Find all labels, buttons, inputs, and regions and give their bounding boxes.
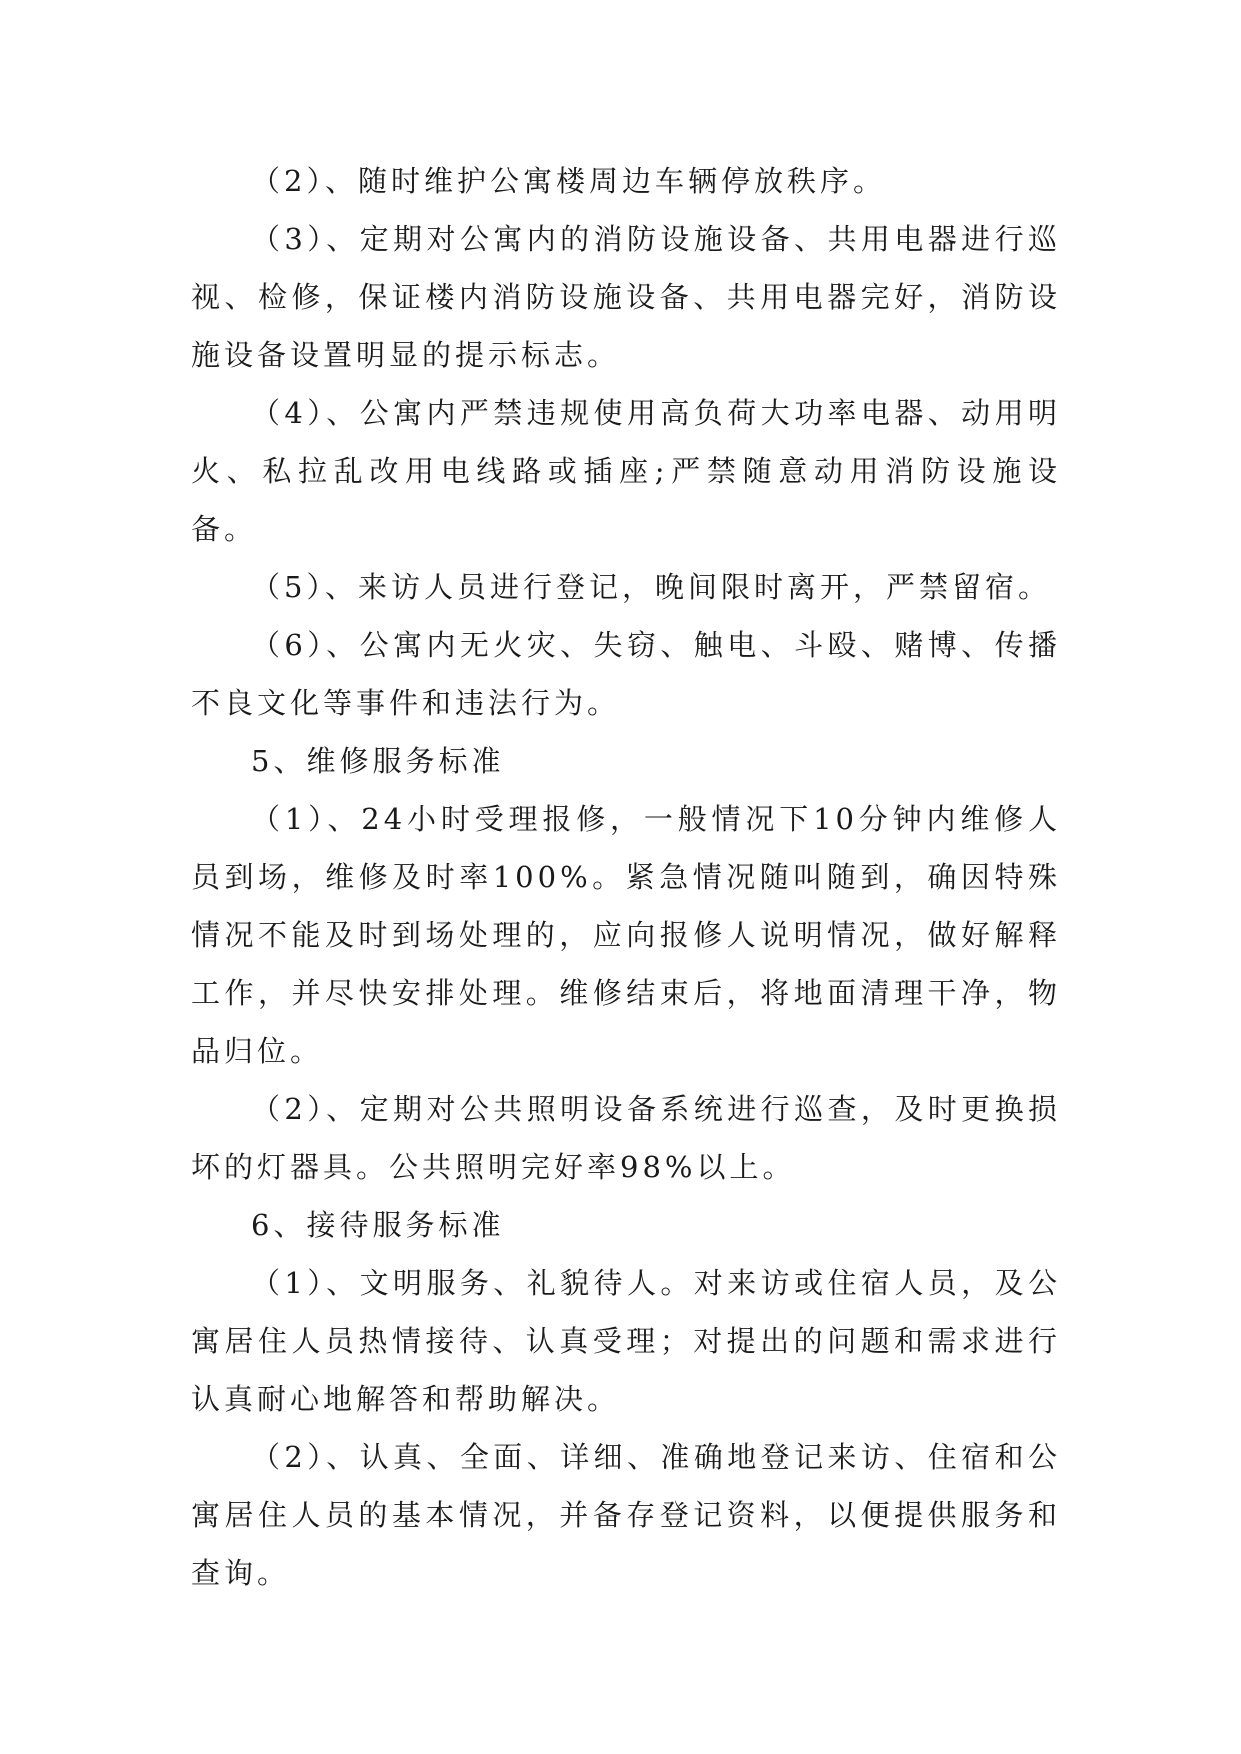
section-heading-reception: 6、接待服务标准: [251, 1208, 505, 1242]
paragraph-maintenance-1-repair-response: （1）、24小时受理报修，一般情况下10分钟内维修人员到场，维修及时率100%。紧急情况随叫随到，确因特殊情况不能及时到场处理的，应向报修人说明情况，做好解释工作，并尽快安排处理。维修结束后，将地面清理干净，物品归位。: [191, 802, 1061, 1068]
paragraph-2-parking-order: （2）、随时维护公寓楼周边车辆停放秩序。: [251, 164, 886, 198]
section-heading-maintenance: 5、维修服务标准: [251, 744, 505, 778]
paragraph-4-electrical-prohibitions: （4）、公寓内严禁违规使用高负荷大功率电器、动用明火、私拉乱改用电线路或插座;严禁随意动用消防设施设备。: [191, 396, 1061, 546]
document-body: [191, 152, 1061, 1602]
paragraph-5-visitor-registration: （5）、来访人员进行登记，晚间限时离开，严禁留宿。: [251, 570, 1051, 604]
paragraph-reception-1-courtesy: （1）、文明服务、礼貌待人。对来访或住宿人员，及公寓居住人员热情接待、认真受理；对提出的问题和需求进行认真耐心地解答和帮助解决。: [191, 1266, 1061, 1416]
paragraph-reception-2-registration: （2）、认真、全面、详细、准确地登记来访、住宿和公寓居住人员的基本情况，并备存登记资料，以便提供服务和查询。: [191, 1440, 1061, 1590]
paragraph-6-no-incidents: （6）、公寓内无火灾、失窃、触电、斗殴、赌博、传播不良文化等事件和违法行为。: [191, 628, 1061, 720]
paragraph-3-fire-equipment-inspection: （3）、定期对公寓内的消防设施设备、共用电器进行巡视、检修，保证楼内消防设施设备、共用电器完好，消防设施设备设置明显的提示标志。: [191, 222, 1061, 372]
paragraph-maintenance-2-lighting: （2）、定期对公共照明设备系统进行巡查，及时更换损坏的灯器具。公共照明完好率98%以上。: [191, 1092, 1061, 1184]
